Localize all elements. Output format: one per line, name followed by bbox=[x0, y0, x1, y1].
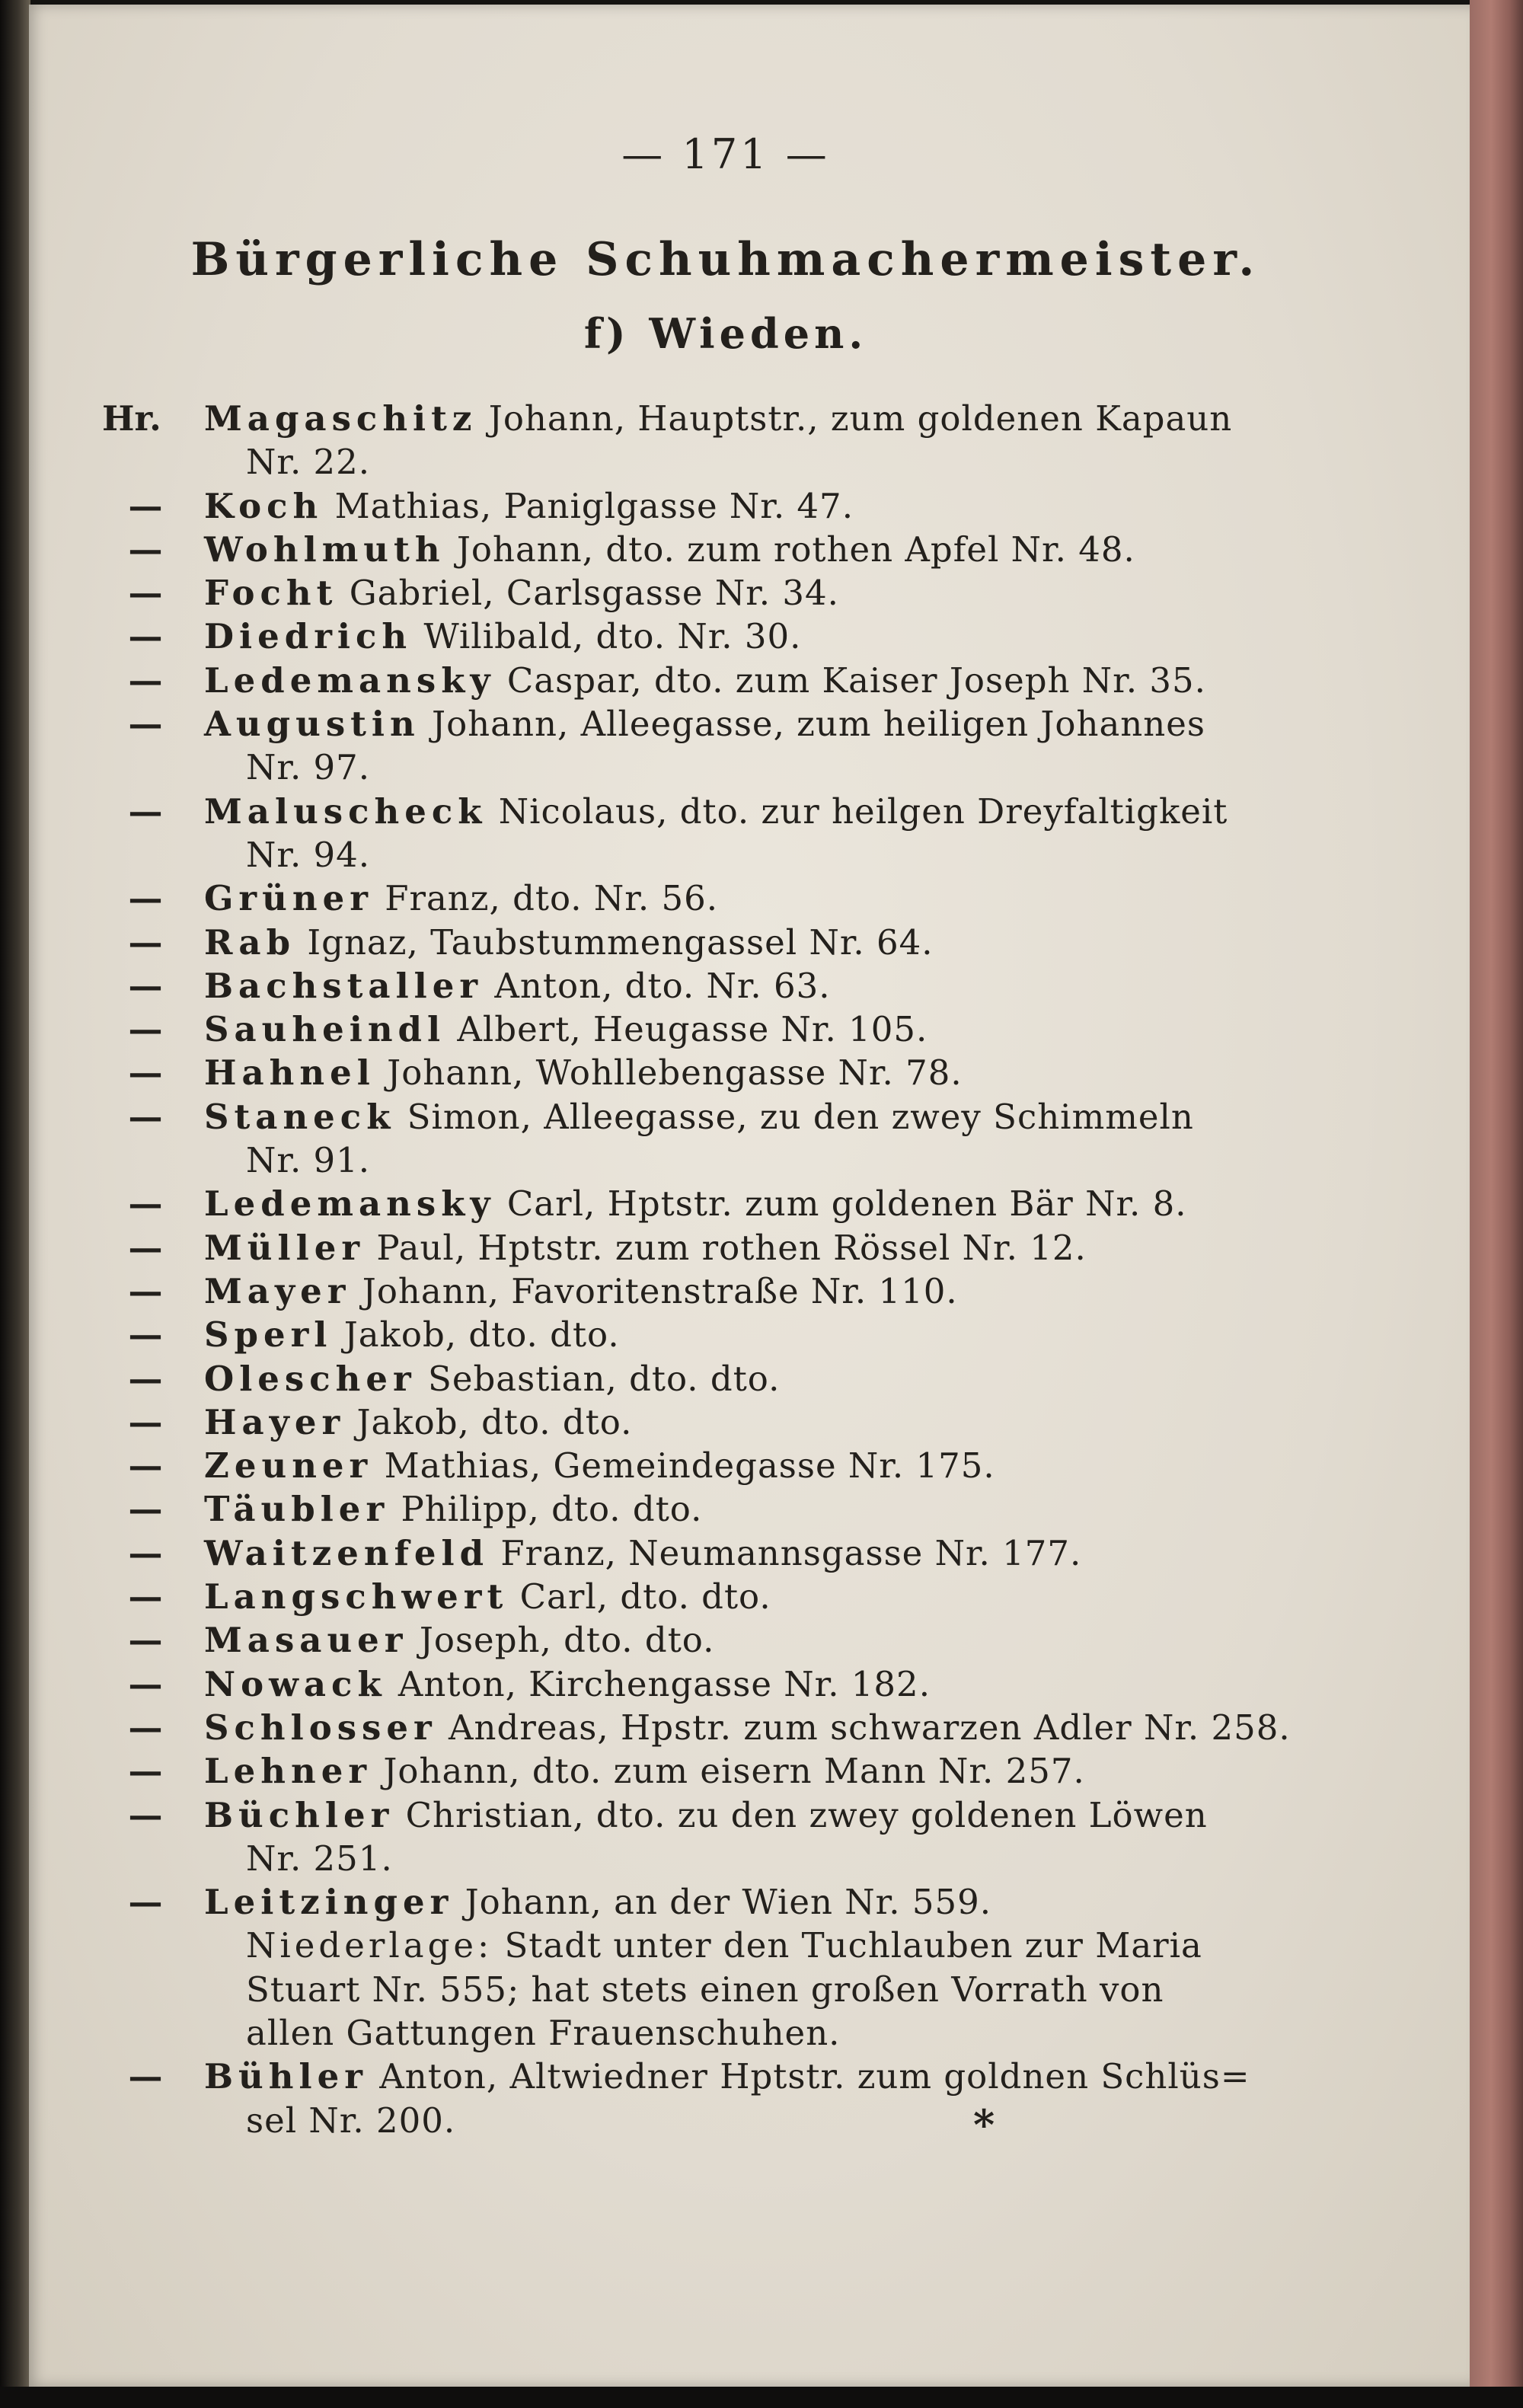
list-item bbox=[96, 1269, 1314, 1313]
entry-prefix: — bbox=[128, 1096, 163, 1137]
page-edge-right bbox=[1470, 0, 1523, 2408]
store-note-text-1: Stadt unter den Tuchlauben zur Maria bbox=[493, 1925, 1202, 1966]
list-item bbox=[96, 1182, 1314, 1225]
entry-list bbox=[96, 397, 1314, 2142]
entry-details: Joseph, dto. dto. bbox=[407, 1620, 715, 1661]
entry-prefix: — bbox=[128, 1489, 163, 1530]
entry-details: Anton, Kirchengasse Nr. 182. bbox=[386, 1663, 931, 1704]
entry-continuation: Nr. 91. bbox=[246, 1140, 371, 1181]
list-item bbox=[96, 1793, 1314, 1881]
store-note-label: Niederlage: bbox=[246, 1925, 493, 1966]
page-number: — 171 — bbox=[621, 130, 830, 178]
entry-surname: Wohlmuth bbox=[204, 529, 445, 570]
entry-prefix: — bbox=[128, 1358, 163, 1399]
list-item bbox=[96, 790, 1314, 877]
entry-prefix: — bbox=[128, 965, 163, 1006]
book-page bbox=[29, 5, 1476, 2387]
list-item bbox=[96, 1051, 1314, 1094]
entry-prefix: — bbox=[128, 1052, 163, 1094]
entry-details: Johann, an der Wien Nr. 559. bbox=[453, 1882, 992, 1923]
list-item bbox=[96, 1444, 1314, 1487]
end-asterisk: * bbox=[973, 2100, 995, 2149]
list-item bbox=[96, 1095, 1314, 1183]
list-item bbox=[96, 1749, 1314, 1793]
entry-prefix: — bbox=[128, 573, 163, 614]
entry-prefix: — bbox=[128, 1707, 163, 1748]
entry-surname: Mayer bbox=[204, 1270, 351, 1311]
list-item bbox=[96, 1618, 1314, 1662]
entry-prefix: — bbox=[128, 2056, 163, 2097]
entry-surname: Augustin bbox=[204, 704, 420, 745]
entry-details: Christian, dto. zu den zwey goldenen Löwen bbox=[394, 1794, 1208, 1835]
entry-details: Sebastian, dto. dto. bbox=[416, 1358, 781, 1399]
entry-prefix: — bbox=[128, 878, 163, 919]
store-note-line-2: Stuart Nr. 555; hat stets einen großen Vorrath von bbox=[246, 1969, 1164, 2010]
entry-prefix: — bbox=[128, 529, 163, 570]
entry-details: Mathias, Gemeindegasse Nr. 175. bbox=[372, 1445, 995, 1487]
entry-surname: Bühler bbox=[204, 2056, 368, 2097]
entry-details: Mathias, Paniglgasse Nr. 47. bbox=[323, 485, 854, 526]
list-item bbox=[96, 1706, 1314, 1749]
entry-prefix: — bbox=[128, 659, 163, 701]
page-content bbox=[29, 5, 1476, 2387]
entry-continuation: Nr. 97. bbox=[246, 747, 371, 788]
entry-details: Johann, Hauptstr., zum goldenen Kapaun bbox=[477, 398, 1233, 439]
entry-prefix: — bbox=[128, 1620, 163, 1661]
entry-surname: Leitzinger bbox=[204, 1882, 454, 1923]
list-item bbox=[96, 397, 1314, 484]
entry-continuation: Nr. 22. bbox=[246, 442, 371, 483]
entry-details: Carl, dto. dto. bbox=[508, 1576, 771, 1618]
entry-prefix: — bbox=[128, 704, 163, 745]
entry-prefix: — bbox=[128, 1183, 163, 1225]
entry-prefix: — bbox=[128, 1663, 163, 1704]
list-item bbox=[96, 1531, 1314, 1575]
entry-surname: Diedrich bbox=[204, 616, 413, 657]
entry-continuation: Nr. 251. bbox=[246, 1838, 393, 1879]
entry-surname: Büchler bbox=[204, 1794, 394, 1835]
entry-details: Wilibald, dto. Nr. 30. bbox=[412, 616, 802, 657]
entry-details: Jakob, dto. dto. bbox=[332, 1314, 620, 1356]
entry-details: Nicolaus, dto. zur heilgen Dreyfaltigkeit bbox=[487, 790, 1228, 832]
list-item bbox=[96, 921, 1314, 964]
entry-details: Carl, Hptstr. zum goldenen Bär Nr. 8. bbox=[495, 1183, 1187, 1225]
list-item bbox=[96, 964, 1314, 1008]
list-item bbox=[96, 1662, 1314, 1706]
page-title: Bürgerliche Schuhmachermeister. bbox=[190, 233, 1261, 286]
entry-details: Johann, dto. zum eisern Mann Nr. 257. bbox=[372, 1751, 1085, 1792]
entry-details: Anton, dto. Nr. 63. bbox=[483, 965, 831, 1006]
entry-details: Paul, Hptstr. zum rothen Rössel Nr. 12. bbox=[365, 1227, 1087, 1268]
section-title: f) Wieden. bbox=[583, 309, 868, 358]
entry-details: Jakob, dto. dto. bbox=[345, 1401, 633, 1442]
entry-surname: Rab bbox=[204, 921, 296, 963]
entry-surname: Hayer bbox=[204, 1401, 346, 1442]
list-item bbox=[96, 1226, 1314, 1269]
entry-surname: Nowack bbox=[204, 1663, 387, 1704]
entry-surname: Ledemansky bbox=[204, 1183, 496, 1225]
entry-details: Franz, Neumannsgasse Nr. 177. bbox=[489, 1532, 1082, 1573]
list-item bbox=[96, 659, 1314, 702]
list-item bbox=[96, 877, 1314, 920]
entry-surname: Staneck bbox=[204, 1096, 396, 1137]
entry-prefix: — bbox=[128, 1009, 163, 1050]
entry-details: Caspar, dto. zum Kaiser Joseph Nr. 35. bbox=[495, 659, 1206, 701]
entry-details: Albert, Heugasse Nr. 105. bbox=[445, 1009, 928, 1050]
entry-prefix: Hr. bbox=[102, 398, 161, 439]
list-item bbox=[96, 1575, 1314, 1618]
entry-surname: Masauer bbox=[204, 1620, 408, 1661]
entry-surname: Müller bbox=[204, 1227, 366, 1268]
entry-prefix: — bbox=[128, 1532, 163, 1573]
list-item bbox=[96, 2055, 1314, 2142]
entry-prefix: — bbox=[128, 485, 163, 526]
entry-surname: Zeuner bbox=[204, 1445, 373, 1487]
entry-prefix: — bbox=[128, 1882, 163, 1923]
entry-details: Ignaz, Taubstummengassel Nr. 64. bbox=[295, 921, 934, 963]
entry-details: Philipp, dto. dto. bbox=[389, 1489, 703, 1530]
entry-prefix: — bbox=[128, 1227, 163, 1268]
entry-surname: Koch bbox=[204, 485, 324, 526]
store-note-line-3: allen Gattungen Frauenschuhen. bbox=[246, 2012, 841, 2053]
entry-surname: Täubler bbox=[204, 1489, 390, 1530]
entry-details: Johann, dto. zum rothen Apfel Nr. 48. bbox=[445, 529, 1135, 570]
entry-details: Simon, Alleegasse, zu den zwey Schimmeln bbox=[395, 1096, 1194, 1137]
entry-prefix: — bbox=[128, 616, 163, 657]
entry-surname: Ledemansky bbox=[204, 659, 496, 701]
entry-prefix: — bbox=[128, 1751, 163, 1792]
entry-surname: Magaschitz bbox=[204, 398, 477, 439]
entry-surname: Hahnel bbox=[204, 1052, 375, 1094]
list-item bbox=[96, 702, 1314, 790]
list-item bbox=[96, 1487, 1314, 1531]
entry-continuation: Nr. 94. bbox=[246, 834, 371, 875]
entry-details: Johann, Favoritenstraße Nr. 110. bbox=[350, 1270, 958, 1311]
entry-prefix: — bbox=[128, 1445, 163, 1487]
store-note-line-1 bbox=[204, 1924, 1314, 1967]
entry-surname: Maluscheck bbox=[204, 790, 487, 832]
entry-surname: Lehner bbox=[204, 1751, 372, 1792]
scan-bottom-edge bbox=[0, 2387, 1523, 2408]
entry-details: Gabriel, Carlsgasse Nr. 34. bbox=[337, 573, 839, 614]
entry-prefix: — bbox=[128, 1270, 163, 1311]
entry-details: Franz, dto. Nr. 56. bbox=[372, 878, 719, 919]
entry-surname: Sperl bbox=[204, 1314, 333, 1356]
entry-prefix: — bbox=[128, 1794, 163, 1835]
list-item bbox=[96, 484, 1314, 528]
list-item bbox=[96, 1008, 1314, 1051]
entry-surname: Waitzenfeld bbox=[204, 1532, 490, 1573]
entry-prefix: — bbox=[128, 921, 163, 963]
entry-prefix: — bbox=[128, 1314, 163, 1356]
entry-details: Anton, Altwiedner Hptstr. zum goldnen Schlüs= bbox=[367, 2056, 1250, 2097]
entry-surname: Schlosser bbox=[204, 1707, 437, 1748]
list-item bbox=[96, 528, 1314, 571]
list-item bbox=[96, 1313, 1314, 1356]
entry-prefix: — bbox=[128, 790, 163, 832]
entry-surname: Langschwert bbox=[204, 1576, 509, 1618]
list-item bbox=[96, 1357, 1314, 1400]
entry-surname: Olescher bbox=[204, 1358, 417, 1399]
entry-details: Johann, Alleegasse, zum heiligen Johannes bbox=[420, 704, 1205, 745]
entry-details: Andreas, Hpstr. zum schwarzen Adler Nr. 258. bbox=[436, 1707, 1291, 1748]
entry-prefix: — bbox=[128, 1576, 163, 1618]
list-item bbox=[96, 1400, 1314, 1444]
list-item bbox=[96, 615, 1314, 658]
entry-surname: Sauheindl bbox=[204, 1009, 446, 1050]
entry-surname: Bachstaller bbox=[204, 965, 484, 1006]
scan-left-edge bbox=[0, 0, 30, 2408]
list-item bbox=[96, 571, 1314, 615]
entry-surname: Grüner bbox=[204, 878, 373, 919]
entry-surname: Focht bbox=[204, 573, 338, 614]
entry-details: Johann, Wohllebengasse Nr. 78. bbox=[375, 1052, 963, 1094]
entry-prefix: — bbox=[128, 1401, 163, 1442]
list-item bbox=[96, 1880, 1314, 2055]
entry-continuation: sel Nr. 200. bbox=[246, 2100, 456, 2141]
